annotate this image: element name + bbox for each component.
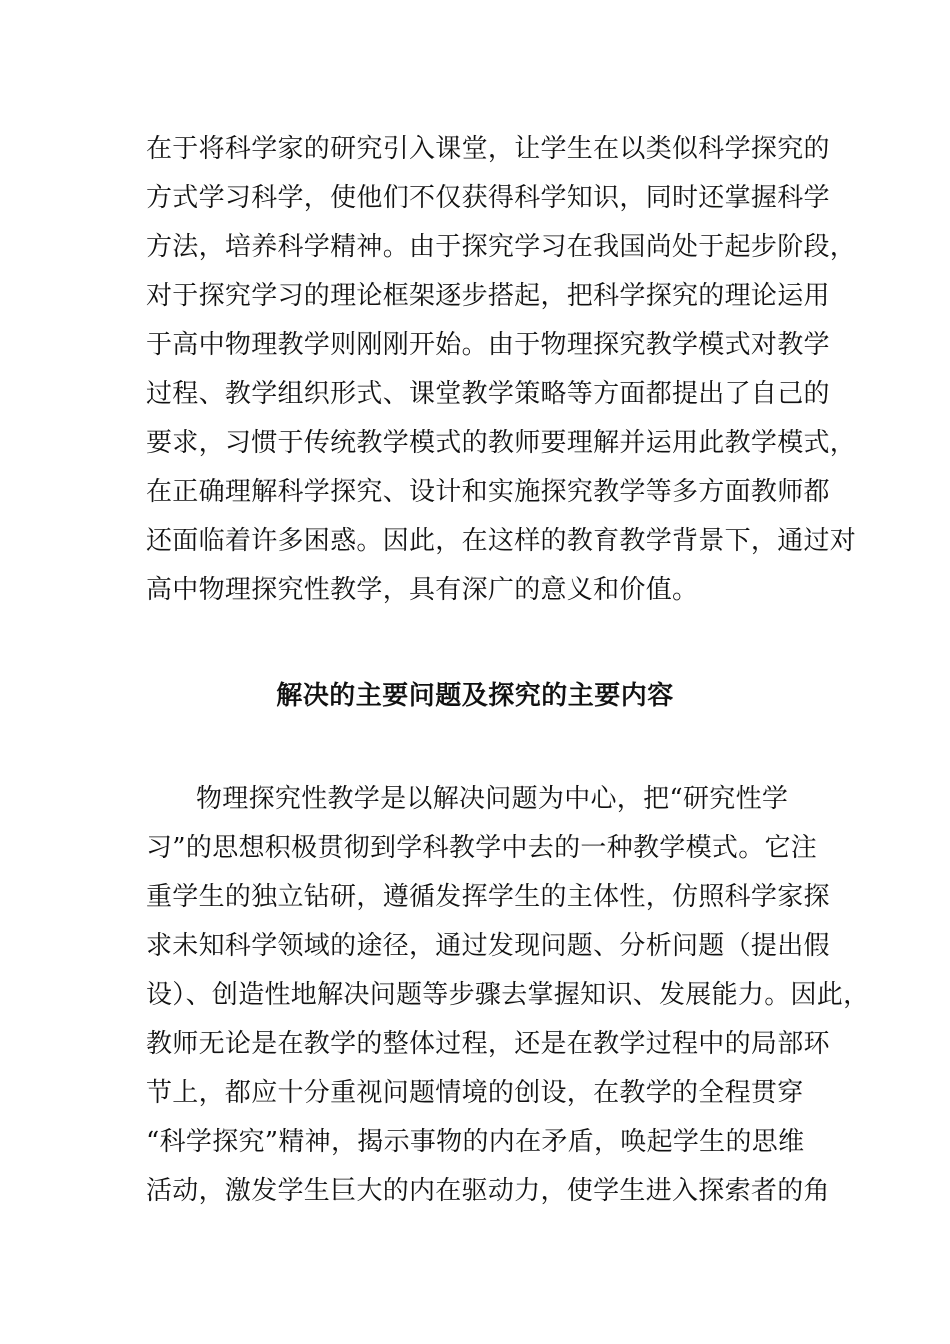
para1-line: 对于探究学习的理论框架逐步搭起，把科学探究的理论运用 [146,281,830,311]
para2-line: 求未知科学领域的途径，通过发现问题、分析问题（提出假 [146,931,830,961]
para1-line: 于高中物理教学则刚刚开始。由于物理探究教学模式对教学 [146,330,830,360]
para1-line: 高中物理探究性教学，具有深广的意义和价值。 [146,575,699,605]
para1-line: 在于将科学家的研究引入课堂，让学生在以类似科学探究的 [146,134,830,164]
para2-line: 重学生的独立钻研，遵循发挥学生的主体性，仿照科学家探 [146,882,830,912]
para2-line: “科学探究”精神，揭示事物的内在矛盾，唤起学生的思维 [146,1127,805,1157]
section-heading: 解决的主要问题及探究的主要内容 [276,681,674,711]
para1-line: 要求，习惯于传统教学模式的教师要理解并运用此教学模式， [146,428,857,458]
para2-line: 节上，都应十分重视问题情境的创设，在教学的全程贯穿 [146,1078,804,1108]
para1-line: 过程、教学组织形式、课堂教学策略等方面都提出了自己的 [146,379,830,409]
para1-line: 方式学习科学，使他们不仅获得科学知识，同时还掌握科学 [146,183,830,213]
para2-line: 习”的思想积极贯彻到学科教学中去的一种教学模式。它注 [146,833,818,863]
para1-line: 方法，培养科学精神。由于探究学习在我国尚处于起步阶段， [146,232,857,262]
para1-line: 在正确理解科学探究、设计和实施探究教学等多方面教师都 [146,477,830,507]
para2-line: 活动，激发学生巨大的内在驱动力，使学生进入探索者的角 [146,1176,830,1206]
para2-line: 教师无论是在教学的整体过程，还是在教学过程中的局部环 [146,1029,830,1059]
para2-line: 设）、创造性地解决问题等步骤去掌握知识、发展能力。因此， [146,980,870,1010]
para2-line: 物理探究性教学是以解决问题为中心，把“研究性学 [196,784,789,814]
para1-line: 还面临着许多困惑。因此，在这样的教育教学背景下，通过对 [146,526,857,556]
